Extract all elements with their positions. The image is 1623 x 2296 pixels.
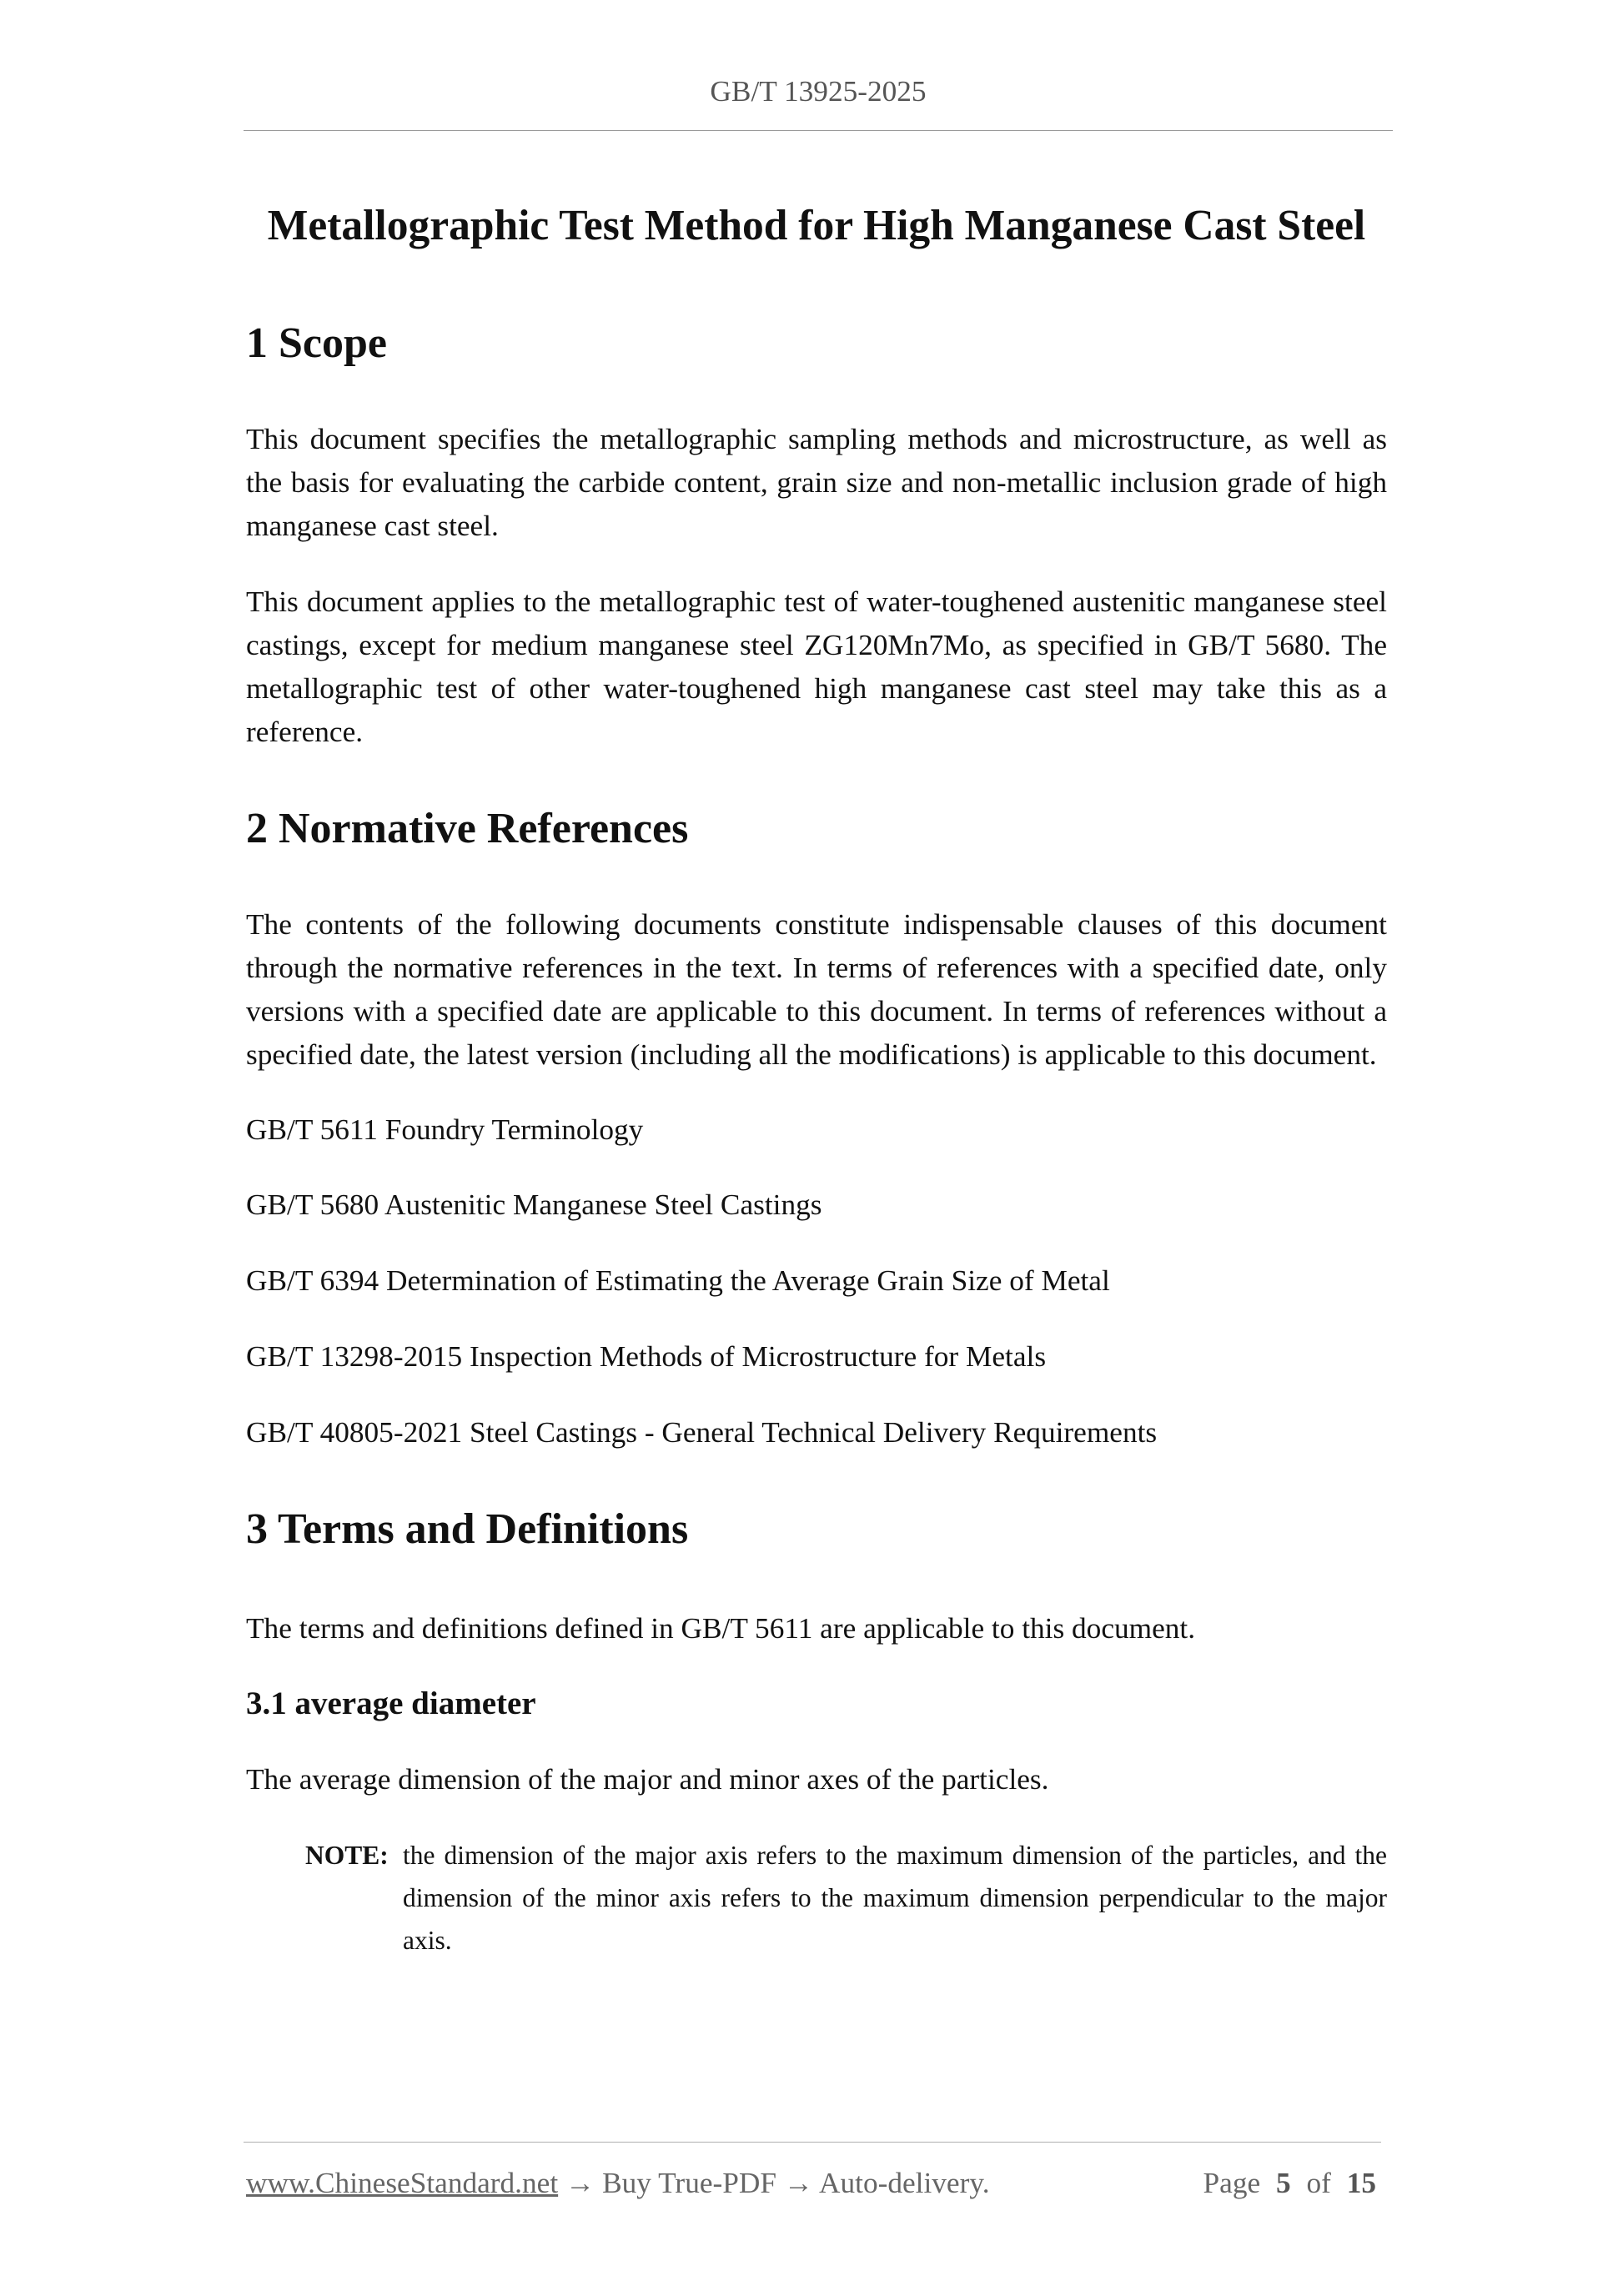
paragraph-line: castings, except for medium manganese steel ZG120Mn7Mo, as specified in GB/T 5680. The [246, 629, 1387, 661]
section-heading-normative-references: 2 Normative References [246, 805, 689, 852]
section-heading-scope: 1 Scope [246, 319, 387, 367]
page-of-label: of [1306, 2167, 1331, 2199]
paragraph-line: This document applies to the metallographic test of water-toughened austenitic manganese steel [246, 585, 1387, 618]
site-link[interactable]: www.ChineseStandard.net [246, 2167, 559, 2199]
reference-item: GB/T 13298-2015 Inspection Methods of Microstructure for Metals [246, 1340, 1047, 1373]
page-label: Page [1203, 2167, 1261, 2199]
scope-paragraph-2 [246, 580, 1387, 754]
footer-rule [244, 2142, 1381, 2143]
note-line: dimension of the minor axis refers to the maximum dimension perpendicular to the major [403, 1883, 1387, 1912]
page-total: 15 [1346, 2167, 1376, 2199]
reference-item: GB/T 6394 Determination of Estimating the Average Grain Size of Metal [246, 1264, 1110, 1297]
promo-text: → Buy True-PDF → Auto-delivery. [565, 2167, 990, 2199]
reference-item: GB/T 5680 Austenitic Manganese Steel Castings [246, 1188, 822, 1221]
page-current: 5 [1275, 2167, 1291, 2199]
section-heading-terms-definitions: 3 Terms and Definitions [246, 1505, 689, 1553]
note-line: axis. [403, 1926, 452, 1955]
note-label: NOTE: [305, 1841, 389, 1870]
reference-item: GB/T 40805-2021 Steel Castings - General Technical Delivery Requirements [246, 1416, 1158, 1449]
note-line: the dimension of the major axis refers to the maximum dimension of the particles, and the [403, 1841, 1387, 1870]
paragraph-line: specified date, the latest version (including all the modifications) is applicable to this document. [246, 1038, 1377, 1071]
running-header-doc-number: GB/T 13925-2025 [710, 75, 927, 108]
paragraph-line: versions with a specified date are applicable to this document. In terms of references without a [246, 995, 1387, 1027]
footer-promo [246, 2162, 990, 2205]
reference-item: GB/T 5611 Foundry Terminology [246, 1113, 644, 1146]
paragraph-line: manganese cast steel. [246, 510, 499, 542]
note-text [403, 1834, 1387, 1962]
page-indicator [1203, 2162, 1376, 2205]
term-heading-average-diameter: 3.1 average diameter [246, 1686, 536, 1721]
paragraph-line: metallographic test of other water-toughened high manganese cast steel may take this as a [246, 672, 1387, 705]
normative-references-intro [246, 903, 1387, 1077]
scope-paragraph-1 [246, 418, 1387, 548]
paragraph-line: the basis for evaluating the carbide content, grain size and non-metallic inclusion grade of high [246, 466, 1387, 499]
terms-intro: The terms and definitions defined in GB/T 5611 are applicable to this document. [246, 1612, 1196, 1645]
paragraph-line: through the normative references in the text. In terms of references with a specified date, only [246, 952, 1387, 984]
document-title: Metallographic Test Method for High Manganese Cast Steel [267, 202, 1366, 249]
paragraph-line: This document specifies the metallographic sampling methods and microstructure, as well as [246, 423, 1387, 455]
header-rule [244, 130, 1393, 131]
paragraph-line: The contents of the following documents constitute indispensable clauses of this document [246, 908, 1387, 941]
term-definition: The average dimension of the major and minor axes of the particles. [246, 1763, 1049, 1796]
paragraph-line: reference. [246, 716, 364, 748]
